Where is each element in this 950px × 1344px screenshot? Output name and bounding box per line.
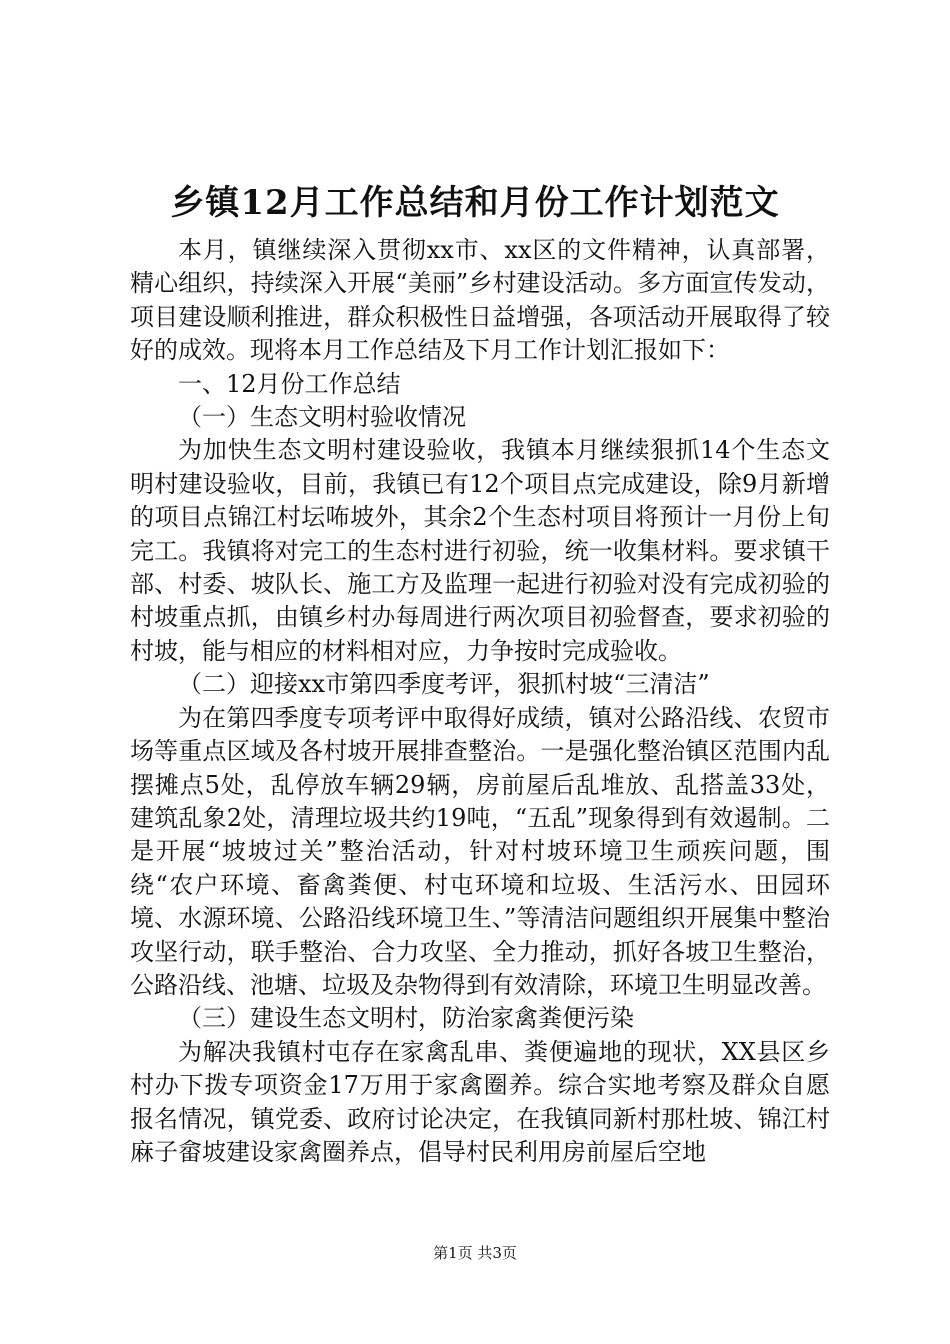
page-number-footer: 第1页 共3页 (433, 1244, 517, 1262)
subsection-heading: （一）生态文明村验收情况 (178, 403, 466, 432)
subsection-heading: （三）建设生态文明村，防治家禽粪便污染 (178, 1004, 634, 1033)
body-paragraph: 为在第四季度专项考评中取得好成绩，镇对公路沿线、农贸市场等重点区域及各村坡开展排查整治。一是强化整治镇区范围内乱摆摊点5处，乱停放车辆29辆，房前屋后乱堆放、乱搭盖33处，建筑乱象2处，清理垃圾共约19吨，“五乱”现象得到有效遏制。二是开展“坡坡过关”整治活动，针对村坡环境卫生顽疾问题，围绕“农户环境、畜禽粪便、村屯环境和垃圾、生活污水、田园环境、水源环境、公路沿线环境卫生、”等清洁问题组织开展集中整治攻坚行动，联手整治、合力攻坚、全力推动，抓好各坡卫生整治，公路沿线、池塘、垃圾及杂物得到有效清除，环境卫生明显改善。 (130, 703, 830, 999)
document-title: 乡镇12月工作总结和月份工作计划范文 (170, 183, 780, 223)
body-paragraph: 为解决我镇村屯存在家禽乱串、粪便遍地的现状，XX县区乡村办下拨专项资金17万用于家禽圈养。综合实地考察及群众自愿报名情况，镇党委、政府讨论决定，在我镇同新村那杜坡、锦江村麻子畲坡建设家禽圈养点，倡导村民利用房前屋后空地 (130, 1037, 830, 1166)
document-body (130, 234, 830, 1169)
section-heading: 一、12月份工作总结 (178, 369, 401, 398)
body-paragraph: 为加快生态文明村建设验收，我镇本月继续狠抓14个生态文明村建设验收，目前，我镇已有12个项目点完成建设，除9月新增的项目点锦江村坛咘坡外，其余2个生态村项目将预计一月份上旬完工。我镇将对完工的生态村进行初验，统一收集材料。要求镇干部、村委、坡队长、施工方及监理一起进行初验对没有完成初验的村坡重点抓，由镇乡村办每周进行两次项目初验督查，要求初验的村坡，能与相应的材料相对应，力争按时完成验收。 (130, 436, 830, 665)
intro-paragraph: 本月，镇继续深入贯彻xx市、xx区的文件精神，认真部署，精心组织，持续深入开展“美丽”乡村建设活动。多方面宣传发动，项目建设顺利推进，群众积极性日益增强，各项活动开展取得了较好的成效。现将本月工作总结及下月工作计划汇报如下： (130, 236, 830, 365)
subsection-heading: （二）迎接xx市第四季度考评，狠抓村坡“三清洁” (178, 670, 710, 699)
